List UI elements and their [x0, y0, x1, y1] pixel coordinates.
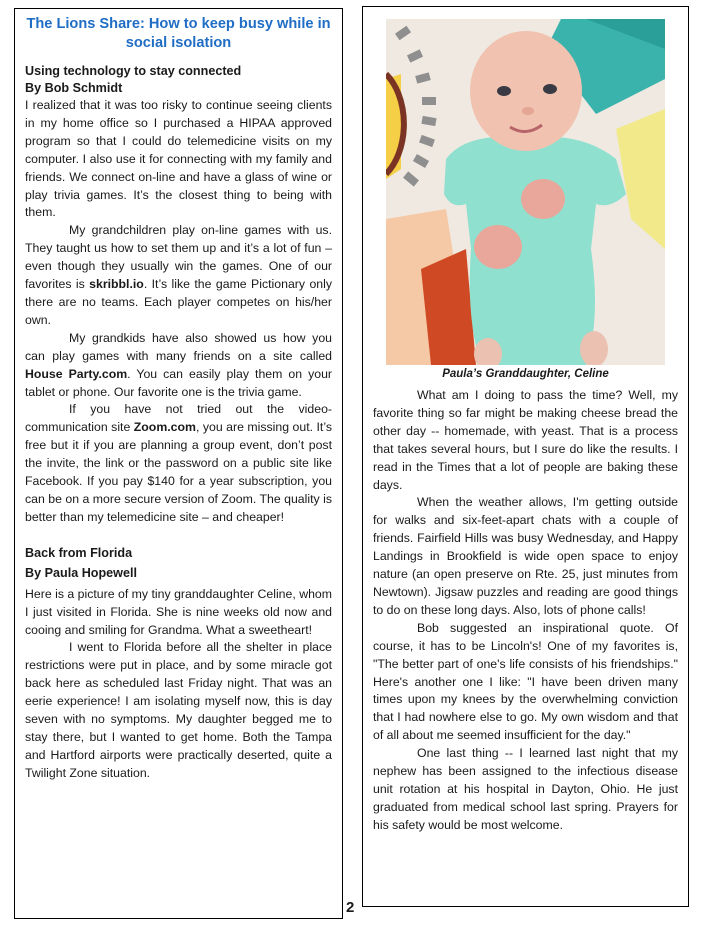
paragraph: Here is a picture of my tiny granddaughter Celine, whom I just visited in Florida. She is nine weeks old now and cooing and smiling for Grandma. What a sweetheart! — [25, 586, 332, 637]
paragraph — [25, 222, 332, 329]
site-name: skribbl.io — [89, 277, 144, 292]
text: If you have not tried out the video-communication site — [25, 402, 332, 435]
text: My grandkids have also showed us how you can play games with many friends on a site called — [25, 330, 332, 363]
baby-photo — [386, 19, 665, 365]
paragraph — [25, 330, 332, 402]
newsletter-title: The Lions Share: How to keep busy while in social isolation — [26, 16, 331, 51]
article-byline: By Bob Schmidt — [25, 81, 123, 95]
article-heading: Using technology to stay connected — [25, 64, 242, 78]
photo-illustration — [386, 19, 665, 365]
text: . It’s like the game Pictionary only there are no teams. Each player competes on his/her own. — [25, 277, 332, 327]
article-heading: Back from Florida — [25, 545, 133, 560]
left-column — [14, 8, 343, 919]
paragraph: When the weather allows, I'm getting outside for walks and six-feet-apart chats with a couple of friends. Fairfield Hills was busy Wednesday, and Happy Landings in Brookfield is wide open space to enjoy nature (an open preserve on Rte. 25, just minutes from Newtown). Jigsaw puzzles and reading are good things to do on these long days. Also, lots of phone calls! — [373, 495, 678, 617]
article-technology — [25, 63, 332, 527]
paragraph: I went to Florida before all the shelter in place restrictions were put in place, and by some miracle got back here as scheduled last Friday night. That was an eerie experience! I am isolating myself now, this is day seven with no symptoms. My daughter begged me to stay there, but I wanted to get home. Both the Tampa and Hartford airports were practically deserted, quite a Twilight Zone situation. — [25, 640, 332, 780]
text: , you are missing out. It’s free but it if you are planning a group event, don’t post the invite, the link or the password on a public site like Facebook. If you pay $140 for a year subscription, you can be on a more secure version of Zoom. The quality is better than my telemedicine site – and cheaper! — [25, 420, 332, 524]
paragraph: One last thing -- I learned last night that my nephew has been assigned to the infectious disease unit rotation at his hospital in Dayton, Ohio. He just graduated from medical school last spring. Prayers for his safety would be most welcome. — [373, 746, 678, 832]
site-name: House Party.com — [25, 366, 128, 381]
paragraph: Bob suggested an inspirational quote. Of course, it has to be Lincoln's! One of my favorites is, "The better part of one's life consists of his friendships." Here's another one I like: "I have been driven many times upon my knees by the overwhelming conviction that I had nowhere else to go. My own wisdom and that of all about me seemed insufficient for the day." — [373, 620, 678, 743]
article-byline: By Paula Hopewell — [25, 565, 137, 580]
paragraph — [25, 401, 332, 526]
text: . You can easily play them on your tablet or phone. Our favorite one is the trivia game. — [25, 366, 333, 399]
photo-caption: Paula’s Granddaughter, Celine — [442, 368, 609, 380]
right-column — [362, 6, 689, 907]
text: My grandchildren play on-line games with us. They taught us how to set them up and it’s a lot of fun – even though they usually win the games. One of our favorites is — [25, 223, 332, 292]
paragraph: I realized that it was too risky to continue seeing clients in my home office so I purchased a HIPAA approved program so that I could do telemedicine visits on my computer. I also use it for connecting with my family and friends. We connect on-line and have a glass of wine or play trivia games. It’s the closest thing to being with them. — [25, 98, 332, 220]
paragraph: What am I doing to pass the time? Well, my favorite thing so far might be making cheese bread the other day -- homemade, with yeast. That is a process that takes several hours, but I sure do like the results. I read in the Times that a lot of people are baking these days. — [373, 388, 678, 492]
article-florida — [25, 545, 332, 783]
site-name: Zoom.com — [133, 420, 196, 435]
page-number: 2 — [346, 899, 355, 916]
